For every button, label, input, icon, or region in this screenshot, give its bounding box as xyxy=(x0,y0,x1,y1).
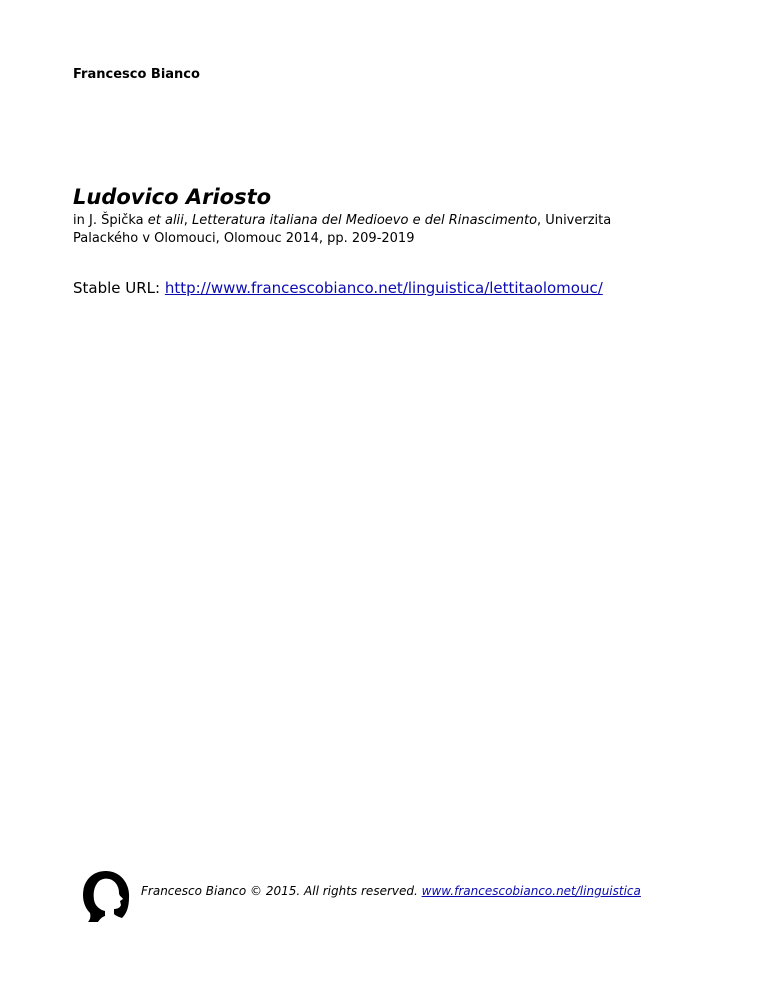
citation xyxy=(73,212,703,248)
citation-in: in J. Špička xyxy=(73,213,148,228)
citation-sep: , xyxy=(183,213,193,228)
citation-line-2: Palackého v Olomouci, Olomouc 2014, pp. 209-2019 xyxy=(73,231,415,246)
footer xyxy=(78,868,718,924)
footer-copyright: Francesco Bianco © 2015. All rights reserved. xyxy=(141,884,422,898)
stable-url xyxy=(73,279,603,297)
citation-book-title: Letteratura italiana del Medioevo e del Rinascimento xyxy=(192,213,538,228)
stable-url-label: Stable URL: xyxy=(73,279,165,297)
article-title: Ludovico Ariosto xyxy=(73,185,272,209)
citation-line-1 xyxy=(73,212,703,230)
citation-et-alii: et alii xyxy=(147,213,184,228)
profile-head-logo-icon xyxy=(78,868,134,924)
footer-link[interactable]: www.francescobianco.net/linguistica xyxy=(421,884,641,898)
footer-text xyxy=(141,884,641,898)
stable-url-link[interactable]: http://www.francescobianco.net/linguistica/lettitaolomouc/ xyxy=(164,279,603,297)
citation-publisher: , Univerzita xyxy=(537,213,612,228)
author-name: Francesco Bianco xyxy=(73,67,200,82)
